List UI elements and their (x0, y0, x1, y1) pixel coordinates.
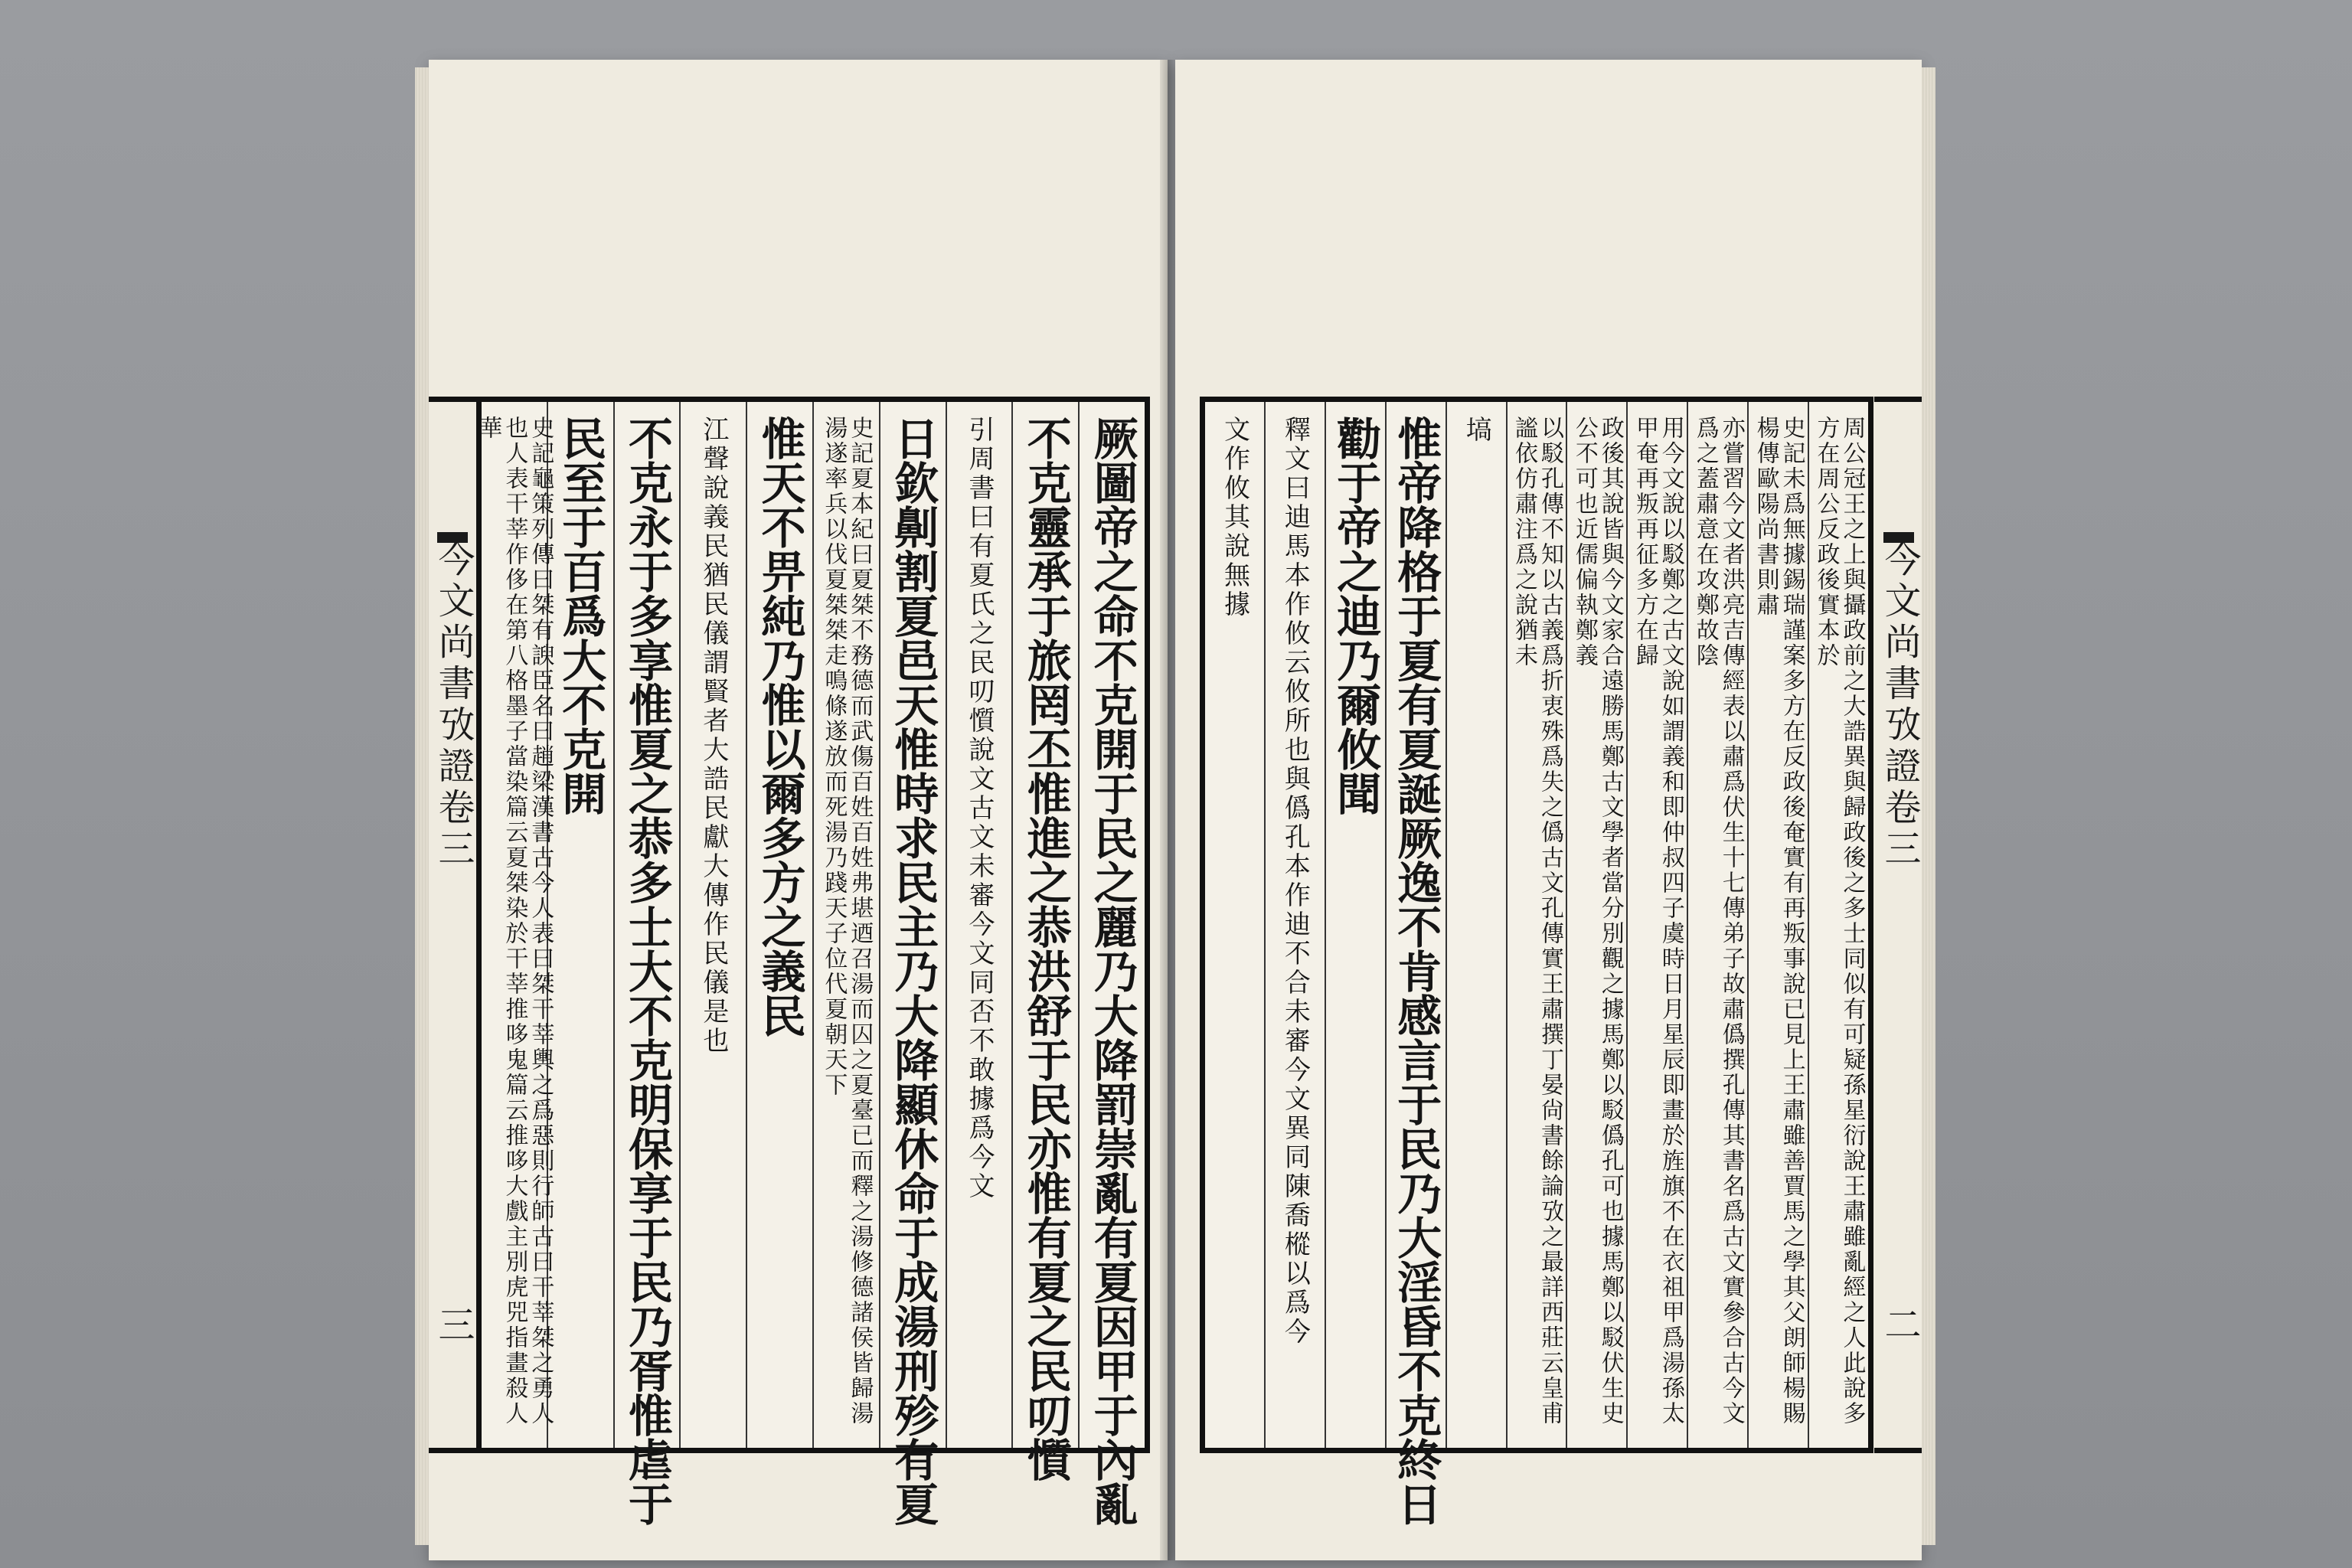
text-column (1808, 402, 1868, 1448)
column-text: 史記龜策列傳曰桀有諛臣名曰趙梁漢書古今人表曰桀干莘輿之爲惡則行師古曰干莘桀之勇人也人表干莘作侈在第八格墨子當染篇云夏桀染於干莘推哆鬼篇云推哆大戲主別虎兕指畫殺人華 (475, 416, 554, 1426)
text-column (1205, 402, 1264, 1448)
folio-number: 二 (1878, 1305, 1921, 1347)
right-page-banxin (1874, 397, 1928, 1453)
text-column (1446, 402, 1506, 1448)
column-text: 不克永于多享惟夏之恭多士大不克明保享于民乃胥惟虐于 (621, 416, 674, 1526)
page-edge (415, 67, 429, 1545)
text-column (1325, 402, 1385, 1448)
column-text: 政後其說皆與今文家合遠勝馬鄭古文學者當分別觀之據馬鄭以駁僞孔可也據馬鄭以駁伏生史公不可也近儒偏執鄭義 (1570, 416, 1624, 1426)
column-text: 史記夏本紀曰夏桀不務德而武傷百姓百姓弗堪迺召湯而囚之夏臺已而釋之湯修德諸侯皆歸湯湯遂率兵以伐夏桀桀走鳴條遂放而死湯乃踐天子位代夏朝天下 (820, 416, 874, 1426)
column-text: 惟帝降格于夏有夏誕厥逸不肯感言于民乃大淫昏不克終日 (1390, 416, 1442, 1526)
text-column (1747, 402, 1808, 1448)
text-column (1687, 402, 1747, 1448)
text-column (1626, 402, 1687, 1448)
column-text: 勸于帝之迪乃爾攸聞 (1329, 416, 1382, 815)
column-text: 以駁孔傳不知以古義爲折衷殊爲失之僞古文孔傳實王肅撰丁晏尙書餘論攷之最詳西莊云皇甫謐依仿肅注爲之說猶未 (1511, 416, 1564, 1426)
page-edge (1922, 67, 1936, 1545)
banxin-title: 今文尚書攷證卷三 (432, 540, 475, 871)
left-columns (475, 402, 1145, 1526)
left-page-banxin (423, 397, 476, 1453)
right-page (1175, 60, 1922, 1560)
text-column (879, 402, 946, 1526)
text-column (547, 402, 613, 1448)
column-text: 塙 (1461, 416, 1492, 445)
folio-number: 三 (432, 1305, 475, 1347)
column-text: 不克靈承于旅罔丕惟進之恭洪舒于民亦惟有夏之民叨懫 (1019, 416, 1072, 1481)
left-text-block (475, 397, 1150, 1526)
text-column (1078, 402, 1145, 1526)
text-column (679, 402, 746, 1448)
column-text: 江聲說義民猶民儀謂賢者大誥民獻大傳作民儀是也 (697, 416, 729, 1056)
text-column (475, 402, 554, 1448)
open-book (429, 60, 1922, 1560)
text-column (812, 402, 879, 1448)
text-column (1506, 402, 1566, 1448)
column-text: 惟天不畀純乃惟以爾多方之義民 (753, 416, 806, 1037)
text-column (1566, 402, 1626, 1448)
column-text: 周公冠王之上與攝政前之大誥異與歸政後之多士同似有可疑孫星衍說王肅雖亂經之人此說多方在周公反政後實本於 (1812, 416, 1866, 1426)
column-text: 文作攸其說無據 (1219, 416, 1250, 619)
column-text: 民至于百爲大不克開 (554, 416, 607, 815)
banxin-title: 今文尚書攷證卷三 (1878, 540, 1921, 871)
column-text: 史記未爲無據錫瑞謹案多方在反政後奄實有再叛事說已見上王肅雖善賈馬之學其父朗師楊賜楊傳歐陽尚書則肅 (1752, 416, 1805, 1426)
column-text: 日欽劓割夏邑天惟時求民主乃大降顯休命于成湯刑殄有夏 (887, 416, 939, 1526)
text-column (1011, 402, 1078, 1481)
column-text: 亦嘗習今文者洪亮吉傳經表以肅爲伏生十七傳弟子故肅僞撰孔傳其書名爲古文實參合古今文爲之蓋肅意在攻鄭故陰 (1691, 416, 1745, 1426)
text-column (613, 402, 680, 1526)
text-column (1264, 402, 1325, 1448)
right-columns (1205, 402, 1868, 1526)
left-page (429, 60, 1168, 1560)
text-column (746, 402, 812, 1448)
text-column (1385, 402, 1446, 1526)
column-text: 厥圖帝之命不克開于民之麗乃大降罰崇亂有夏因甲于內亂 (1086, 416, 1138, 1526)
column-text: 釋文曰迪馬本作攸云攸所也與僞孔本作迪不合未審今文異同陳喬樅以爲今 (1279, 416, 1311, 1347)
column-text: 用今文說以駁鄭之古文說如謂義和即仲叔四子虞時日月星辰即畫於旌旗不在衣祖甲爲湯孫太甲奄再叛再征多方在歸 (1631, 416, 1684, 1426)
column-text: 引周書曰有夏氏之民叨懫說文古文未審今文同否不敢據爲今文 (964, 416, 995, 1201)
text-column (946, 402, 1012, 1448)
right-text-block (1200, 397, 1873, 1526)
